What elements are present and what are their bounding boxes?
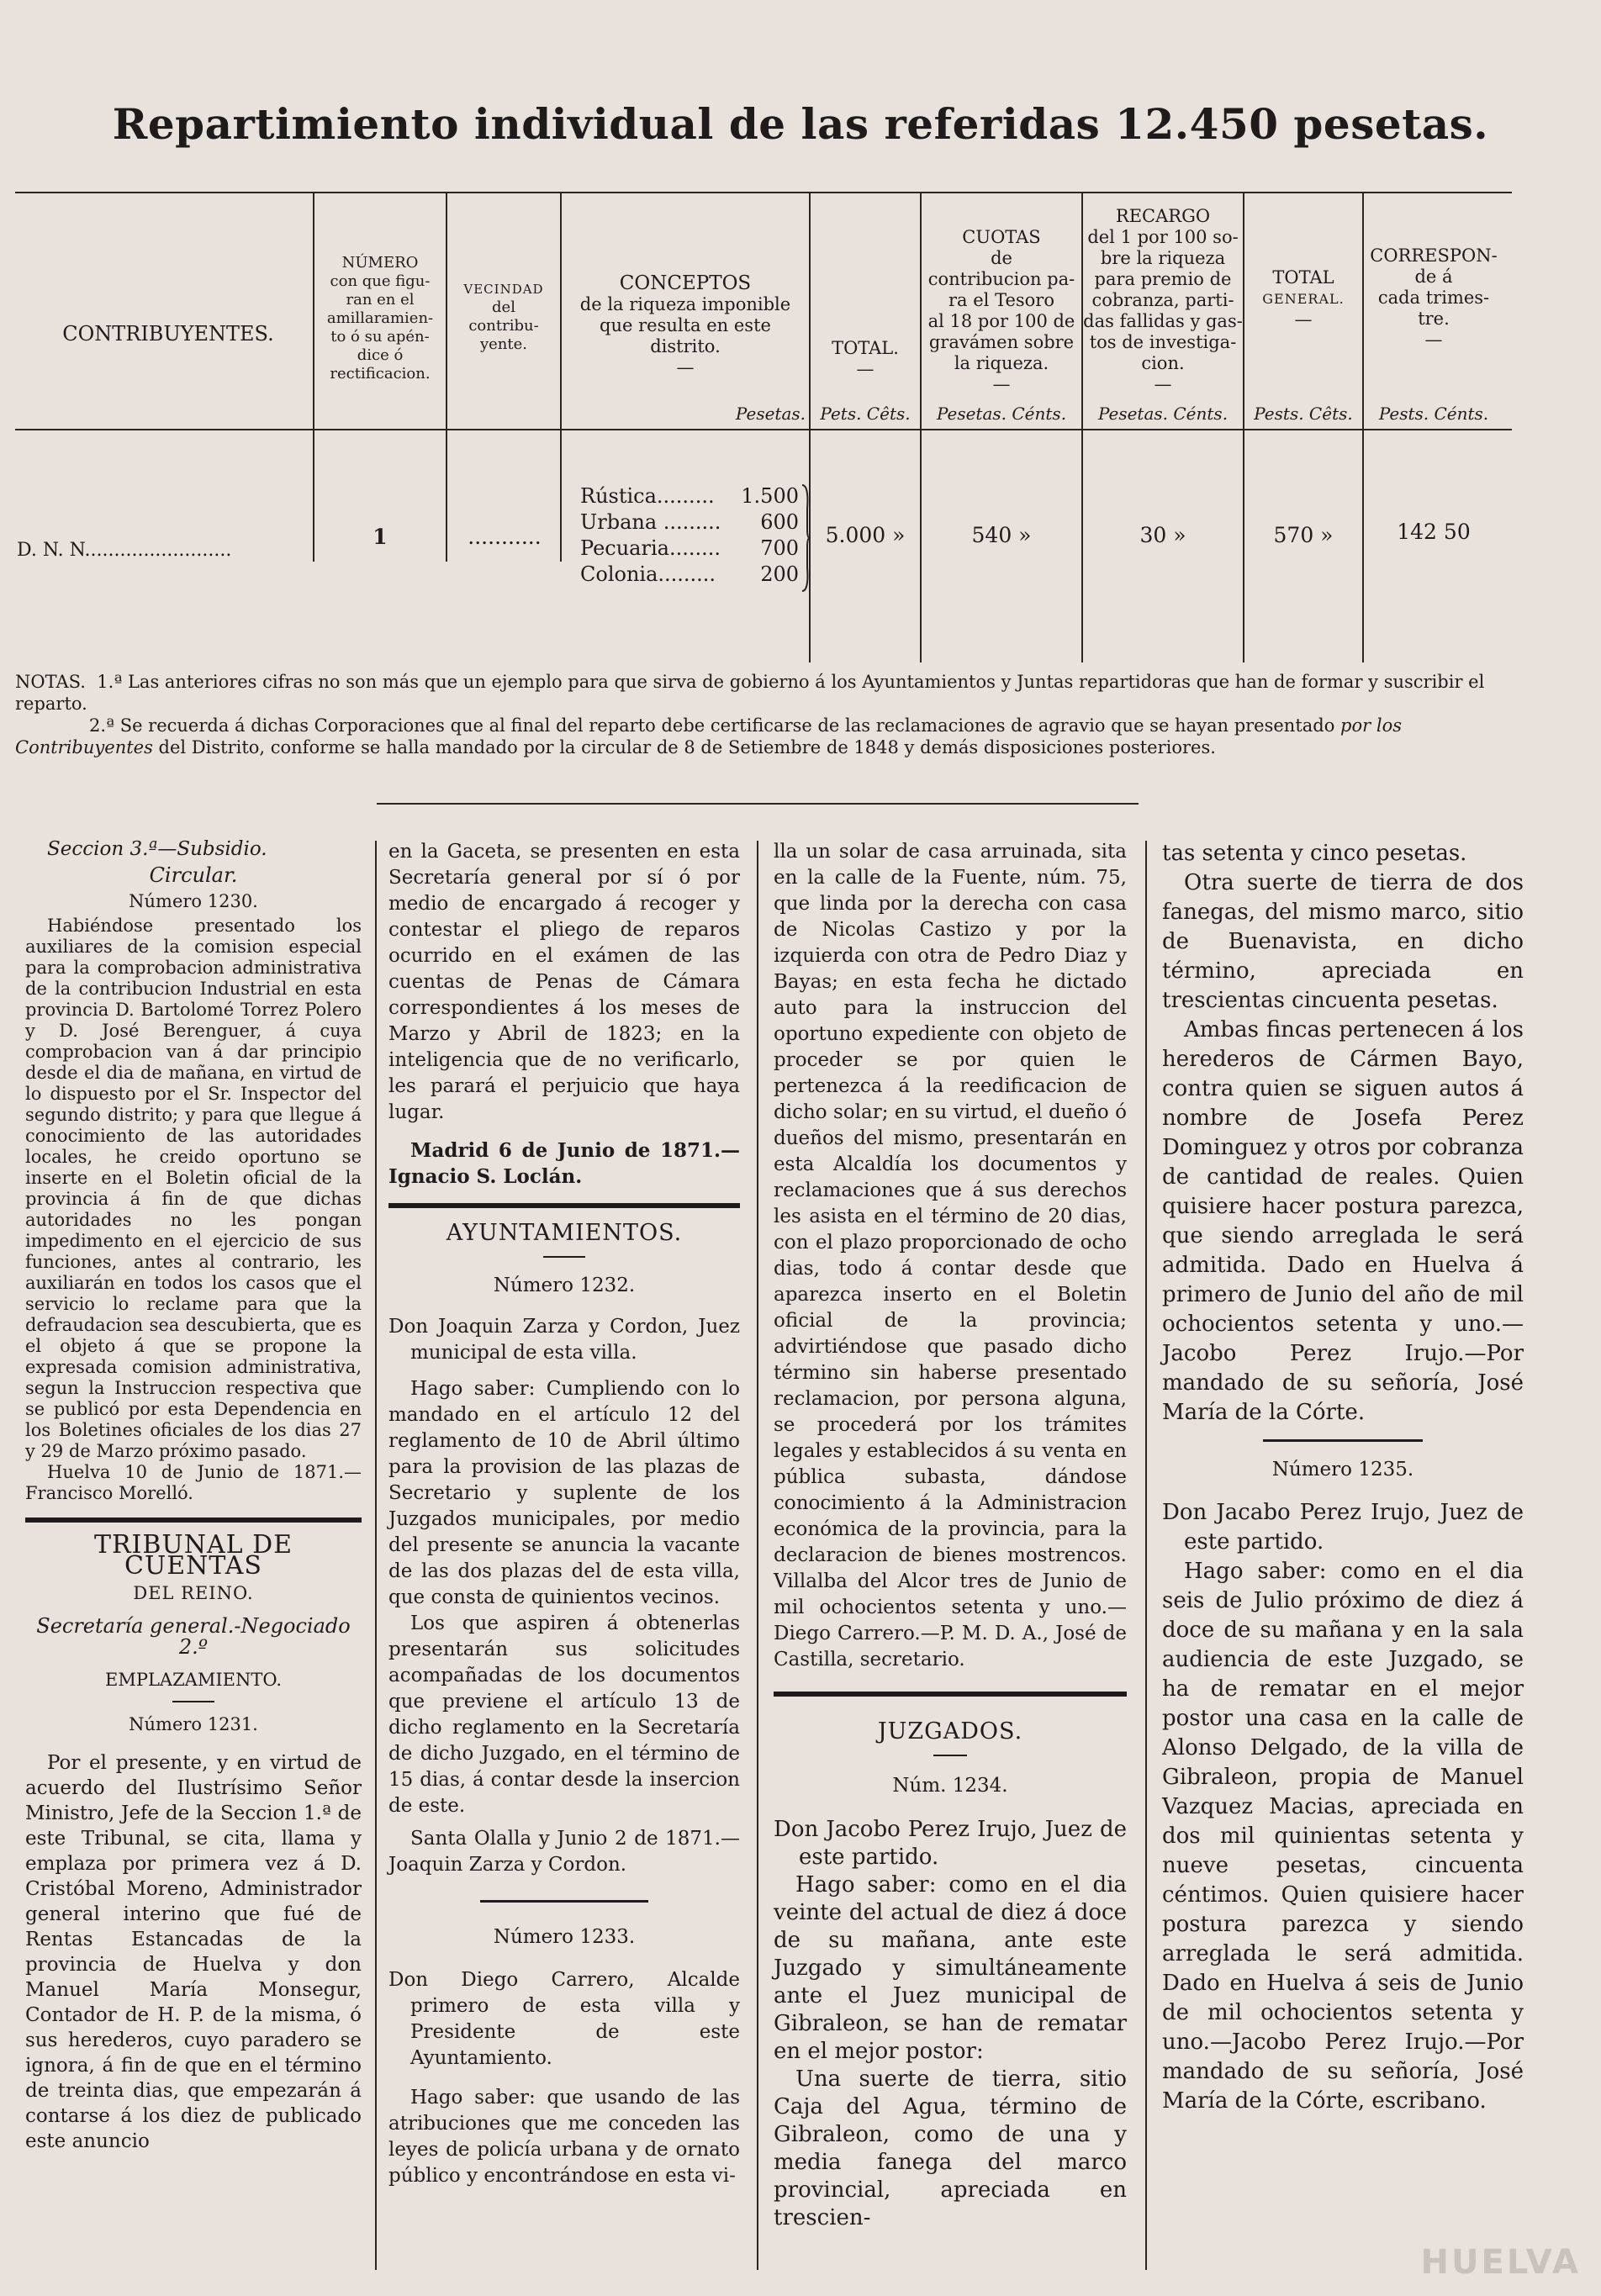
header-line: cobranza, parti- <box>1091 290 1234 310</box>
number-1232: Número 1232. <box>493 1275 636 1296</box>
don-1232: Don Joaquin Zarza y Cordon, Juez municipal de esta villa. <box>388 1316 740 1364</box>
number-1231: Número 1231. <box>129 1714 258 1734</box>
table-col-rule <box>446 192 447 562</box>
header-line: TOTAL. <box>832 338 899 358</box>
section-rule <box>774 1692 1127 1697</box>
don-1235: Don Jacabo Perez Irujo, Juez de este partido. <box>1162 1500 1524 1554</box>
header-vecindad <box>447 280 560 354</box>
number-1235: Número 1235. <box>1271 1459 1414 1481</box>
header-line: cion. <box>1141 353 1185 373</box>
concepto-brace <box>800 483 811 593</box>
row-numero: 1 <box>373 525 388 549</box>
header-line: CONCEPTOS <box>619 272 752 294</box>
header-conceptos <box>562 273 809 378</box>
units-total: Pets. Cêts. <box>820 404 911 424</box>
header-line: GENERAL. <box>1262 291 1345 307</box>
concepto-name: Pecuaria........ <box>580 536 721 560</box>
row-recargo: 30 » <box>1139 523 1186 547</box>
archive-watermark: HUELVA <box>1420 2243 1581 2282</box>
concepto-value: 200 <box>760 562 799 586</box>
page-title: Repartimiento individual de las referidas 12.450 pesetas. <box>112 99 1489 149</box>
notes <box>15 671 1503 758</box>
header-line: con que figu- <box>330 272 431 290</box>
note-2-text: 2.ª Se recuerda á dichas Corporaciones que al final del reparto debe certificarse de las reclamaciones de agravio que se hayan presentado <box>89 715 1341 736</box>
header-line: contribucion pa- <box>927 269 1075 289</box>
text-1231: Por el presente, y en virtud de acuerdo del Ilustrísimo Señor Ministro, Jefe de la Seccion 1.ª de este Tribunal, se cita, llama y emplaza por primera vez á D. Cristóbal Moreno, Administrador general interino que fué de Rentas Estancadas de la provincia de Huelva y don Manuel María Monsegur, Contador de H. P. de la misma, ó sus herederos, cuyo paradero se ignora, á fin de que en el término de treinta dias, que empezarán á contarse á los diez de publicado este anuncio <box>25 1752 362 2152</box>
text-1233: Hago saber: que usando de las atribuciones que me conceden las leyes de policía urbana y de ornato público y encontrándose en esta vi- <box>388 2087 740 2187</box>
don-1234: Don Jacobo Perez Irujo, Juez de este partido. <box>774 1817 1127 1870</box>
concepto-value: 600 <box>760 510 799 534</box>
row-cuotas: 540 » <box>971 523 1032 547</box>
column-rule <box>757 841 758 2270</box>
text-1234a: Hago saber: como en el dia veinte del actual de diez á doce de su mañana, ante este Juzgado y simultáneamente ante el Juez municipal de Gibraleon, se han de rematar en el mejor postor: <box>774 1872 1127 2064</box>
units-corresponde: Pests. Cénts. <box>1378 404 1489 424</box>
don-1233: Don Diego Carrero, Alcalde primero de esta villa y Presidente de este Ayuntamiento. <box>388 1969 740 2069</box>
number-1233: Número 1233. <box>493 1926 636 1948</box>
concepto-line <box>580 483 799 509</box>
table-header-rule <box>15 429 1512 430</box>
header-line: rectificacion. <box>330 365 431 383</box>
short-rule <box>543 1256 585 1258</box>
header-line: al 18 por 100 de <box>927 311 1075 331</box>
header-line: RECARGO <box>1115 206 1211 226</box>
header-line: tre. <box>1418 309 1450 329</box>
concepto-value: 700 <box>760 536 799 560</box>
concepto-name: Urbana ......... <box>580 510 721 534</box>
header-line: de la riqueza imponible <box>579 294 791 314</box>
header-line: NÚMERO <box>341 254 419 272</box>
header-line: — <box>1294 309 1313 330</box>
header-line: amillaramien- <box>326 309 434 327</box>
note-2 <box>15 715 1503 758</box>
units-cuotas: Pesetas. Cénts. <box>936 404 1067 424</box>
text-1234b: Una suerte de tierra, sitio Caja del Agua, término de Gibraleon, como de una y media fanega del marco provincial, apreciada en trescien- <box>774 2066 1127 2230</box>
reino-heading: DEL REINO. <box>133 1583 254 1603</box>
column-rule <box>1145 841 1147 2270</box>
header-line: distrito. <box>650 336 721 356</box>
header-line: VECINDAD <box>463 282 544 297</box>
concepto-value: 1.500 <box>741 484 799 508</box>
header-line: CORRESPON- <box>1370 245 1498 266</box>
secretaria-heading: Secretaría general.-Negociado 2.º <box>36 1614 351 1659</box>
header-line: — <box>1424 330 1443 350</box>
ayuntamientos-heading: AYUNTAMIENTOS. <box>446 1220 683 1246</box>
row-total-general: 570 » <box>1273 523 1334 547</box>
signature-1231: Madrid 6 de Junio de 1871.—Ignacio S. Loclán. <box>388 1139 740 1188</box>
notes-separator <box>377 803 1139 805</box>
signature-1232: Santa Olalla y Junio 2 de 1871.—Joaquin Zarza y Cordon. <box>388 1828 740 1876</box>
row-corresponde: 142 50 <box>1397 520 1471 544</box>
text-1232a: Hago saber: Cumpliendo con lo mandado en el artículo 12 del reglamento de 10 de Abril último para la provision de las plazas de Secretario y suplente de los Juzgados municipales, por medio del presente se anuncia la vacante de las dos plazas del de esta villa, que consta de quinientos vecinos. <box>388 1378 740 1608</box>
header-line: cada trimes- <box>1377 288 1490 308</box>
units-recargo: Pesetas. Cénts. <box>1097 404 1228 424</box>
short-rule <box>933 1755 967 1756</box>
text-1231-cont: en la Gaceta, se presenten en esta Secretaría general por sí ó por medio de encargado á recoger y contestar el pliego de reparos ocurrido en el exámen de las cuentas de Penas de Cámara correspondientes á los meses de Marzo y Abril de 1823; en la inteligencia que de no verificarlo, les parará el perjuicio que haya lugar. <box>388 841 740 1123</box>
notes-label: NOTAS. <box>15 672 86 692</box>
column-2 <box>388 839 740 2189</box>
text-1234-cont: tas setenta y cinco pesetas. <box>1162 841 1467 866</box>
text-1230: Habiéndose presentado los auxiliares de la comision especial para la comprobacion administrativa de la contribucion Industrial en esta provincia D. Bartolomé Torrez Polero y D. José Berenguer, á cuya comprobacion van á dar principio desde el dia de mañana, en virtud de lo dispuesto por el Sr. Inspector del segundo distrito; y para que llegue á conocimiento de las autoridades locales, he creido oportuno se inserte en el Boletin oficial de la provincia á fin de que dichas autoridades no les pongan impedimento en el ejercicio de sus funciones, antes al contrario, les auxiliarán en todos los casos que el servicio lo reclame para que la defraudacion sea descubierta, que es el objeto á que se propone la expresada comision administrativa, segun la Instruccion respectiva que se publicó por esta Dependencia en los Boletines oficiales de los dias 27 y 29 de Marzo próximo pasado. <box>25 916 362 1461</box>
circular-heading: Circular. <box>149 863 238 887</box>
tribunal-heading: TRIBUNAL DE CUENTAS <box>93 1530 293 1581</box>
header-numero <box>314 254 446 383</box>
header-line: yente. <box>479 335 528 353</box>
header-line: dice ó <box>357 346 404 364</box>
header-line: contribu- <box>468 317 539 335</box>
note-2-italic: por los Contribuyentes <box>15 715 1402 757</box>
text-1232b: Los que aspiren á obtenerlas presentarán sus solicitudes acompañadas de los documentos que previene el artículo 13 de dicho reglamento en la Secretaría de dicho Juzgado, en el término de 15 dias, á contar desde la insercion de este. <box>388 1612 740 1817</box>
header-line: das fallidas y gas- <box>1083 311 1243 331</box>
header-cuotas <box>922 227 1081 395</box>
units-conceptos: Pesetas. <box>735 404 806 424</box>
emplazamiento-heading: EMPLAZAMIENTO. <box>105 1670 282 1690</box>
row-vecindad: ........... <box>468 525 542 549</box>
header-line: para premio de <box>1094 269 1232 289</box>
column-3 <box>774 839 1127 2232</box>
table-col-rule <box>1243 192 1244 662</box>
row-total: 5.000 » <box>825 523 906 547</box>
header-line: — <box>992 374 1011 394</box>
header-line: TOTAL <box>1272 267 1334 288</box>
header-corresponde <box>1364 245 1503 351</box>
signature-1230: Huelva 10 de Junio de 1871.—Francisco Morelló. <box>25 1462 362 1503</box>
short-rule <box>480 1900 648 1903</box>
section-rule <box>388 1203 740 1208</box>
section-rule <box>25 1517 362 1523</box>
short-rule <box>1263 1439 1423 1442</box>
concepto-line <box>580 536 799 562</box>
number-1230: Número 1230. <box>129 891 258 911</box>
header-line: del <box>492 298 515 316</box>
concepto-name: Rústica......... <box>580 484 715 508</box>
row-contribuyente: D. N. N......................... <box>17 540 232 561</box>
note-1 <box>15 671 1503 715</box>
header-contribuyentes: CONTRIBUYENTES. <box>62 322 274 346</box>
header-total <box>811 338 920 380</box>
header-line: de <box>991 248 1012 268</box>
header-line: to ó su apén- <box>330 328 430 346</box>
header-line: bre la riqueza <box>1100 248 1226 268</box>
header-line: del 1 por 100 so- <box>1087 227 1239 247</box>
header-line: gravámen sobre <box>928 332 1075 352</box>
text-1234d: Ambas fincas pertenecen á los herederos de Cármen Bayo, contra quien se siguen autos á nombre de Josefa Perez Dominguez y otros por cobranza de cantidad de reales. Quien quisiere hacer postura parezca, que siendo arreglada le será admitida. Dado en Huelva á primero de Junio del año de mil ochocientos setenta y uno.—Jacobo Perez Irujo.—Por mandado de su señoría, José María de la Córte. <box>1162 1017 1524 1425</box>
header-line: de á <box>1414 267 1453 287</box>
header-line: — <box>1154 374 1172 394</box>
units-total-general: Pests. Cêts. <box>1254 404 1353 424</box>
column-4 <box>1162 839 1524 2116</box>
column-1 <box>25 839 362 2154</box>
row-conceptos <box>580 483 799 588</box>
text-1234c: Otra suerte de tierra de dos fanegas, del mismo marco, sitio de Buenavista, en dicho término, apreciada en trescientas cincuenta pesetas. <box>1162 870 1524 1013</box>
header-line: — <box>856 359 874 379</box>
header-line: la riqueza. <box>954 353 1049 373</box>
juzgados-heading: JUZGADOS. <box>877 1718 1023 1744</box>
header-line: CUOTAS <box>962 227 1041 247</box>
number-1234: Núm. 1234. <box>892 1775 1008 1797</box>
concepto-line <box>580 509 799 536</box>
header-line: ra el Tesoro <box>948 290 1054 310</box>
text-1233-cont: lla un solar de casa arruinada, sita en la calle de la Fuente, núm. 75, que linda por la derecha con casa de Nicolas Castizo y por la izquierda con otra de Pedro Diaz y Bayas; en esta fecha he dictado auto para la instruccion del oportuno expediente con objeto de proceder se por quien le pertenezca á la reedificacion de dicho solar; en su virtud, el dueño ó dueños del mismo, presentarán en esta Alcaldía los documentos y reclamaciones que á sus derechos les asista en el término de 20 dias, con el plazo proporcionado de ocho dias, todo á contar desde que aparezca inserto en el Boletin oficial de la provincia; advirtiéndose que pasado dicho término sin haberse presentado reclamacion, por persona alguna, se procederá por los trámites legales y establecidos á su venta en pública subasta, dándose conocimiento á la Administracion económica de la provincia, para la declaracion de bienes mostrencos. Villalba del Alcor tres de Junio de mil ochocientos setenta y uno.—Diego Carrero.—P. M. D. A., José de Castilla, secretario. <box>774 841 1127 1671</box>
header-line: que resulta en este <box>600 315 771 335</box>
concepto-line <box>580 562 799 588</box>
table-top-rule <box>15 192 1512 193</box>
header-line: — <box>676 357 695 377</box>
short-rule <box>172 1701 214 1702</box>
concepto-name: Colonia......... <box>580 562 716 586</box>
seccion-heading: Seccion 3.ª—Subsidio. <box>47 838 267 860</box>
text-1235: Hago saber: como en el dia seis de Julio próximo de diez á doce de su mañana y en la sala audiencia de este Juzgado, se ha de rematar en el mejor postor una casa en la calle de Alonso Delgado, de la villa de Gibraleon, propia de Manuel Vazquez Macias, apreciada en dos mil quinientas setenta y nueve pesetas, cincuenta céntimos. Quien quisiere hacer postura parezca y siendo arreglada le será admitida. Dado en Huelva á seis de Junio de mil ochocientos setenta y uno.—Jacobo Perez Irujo.—Por mandado de su señoría, José María de la Córte, escribano. <box>1162 1559 1524 2114</box>
note-1-text: 1.ª Las anteriores cifras no son más que un ejemplo para que sirva de gobierno á los Ayuntamientos y Juntas repartidoras que han de formar y suscribir el reparto. <box>15 672 1485 714</box>
header-total-general <box>1244 267 1362 330</box>
column-rule <box>375 841 377 2270</box>
note-2-text-end: del Distrito, conforme se halla mandado por la circular de 8 de Setiembre de 1848 y demás disposiciones posteriores. <box>152 737 1216 757</box>
header-line: tos de investiga- <box>1089 332 1237 352</box>
header-line: ran en el <box>346 291 415 309</box>
header-recargo <box>1083 206 1243 395</box>
